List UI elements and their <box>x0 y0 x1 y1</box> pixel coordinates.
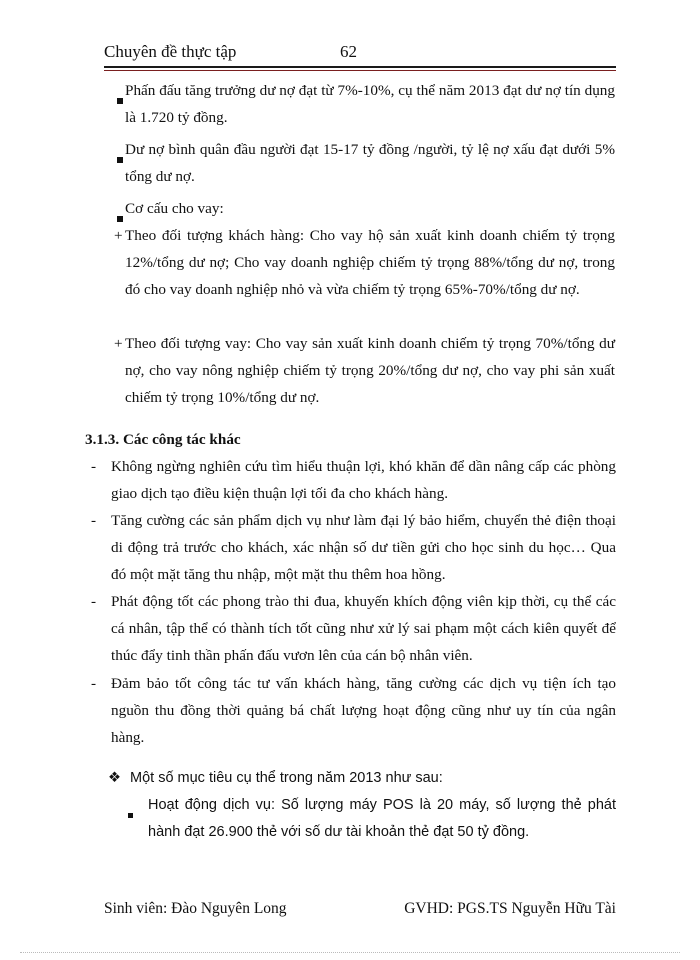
plus-marker: + <box>114 227 123 244</box>
list-item-text: Đảm bảo tốt công tác tư vấn khách hàng, tăng cường các dịch vụ tiện ích tạo nguồn thu đồng thời quảng bá chất lượng hoạt động cũng như uy tín của ngân hàng. <box>111 675 616 746</box>
dash-marker: - <box>91 593 97 610</box>
footer-divider <box>20 952 680 953</box>
dash-marker: - <box>91 675 97 692</box>
footer-advisor: GVHD: PGS.TS Nguyễn Hữu Tài <box>404 900 616 917</box>
list-item <box>125 330 615 411</box>
list-item <box>111 507 616 588</box>
list-item-text: Phát động tốt các phong trào thi đua, khuyến khích động viên kịp thời, cụ thể các cá nhân, tập thể có thành tích tốt cũng như xử lý sai phạm một cách kiên quyết để thúc đẩy tinh thần phấn đấu vươn lên của cán bộ nhân viên. <box>111 593 616 664</box>
list-item <box>111 670 616 751</box>
plus-marker: + <box>114 335 123 352</box>
diamond-bullet-icon: ❖ <box>108 770 121 786</box>
bullet-square-icon <box>128 801 133 828</box>
list-item-text: Cơ cấu cho vay: <box>125 200 224 217</box>
dash-marker: - <box>91 512 97 529</box>
section-heading: 3.1.3. Các công tác khác <box>85 431 241 448</box>
goals-intro-text: Một số mục tiêu cụ thể trong năm 2013 như sau: <box>130 770 443 786</box>
list-item-text: Theo đối tượng khách hàng: Cho vay hộ sản xuất kinh doanh chiếm tỷ trọng 12%/tổng dư nợ; Cho vay doanh nghiệp chiếm tỷ trọng 88%/tổng dư nợ, trong đó cho vay doanh nghiệp nhỏ và vừa chiếm tỷ trọng 65%-70%/tổng dư nợ. <box>125 227 615 298</box>
list-item-text: Tăng cường các sản phẩm dịch vụ như làm đại lý bảo hiểm, chuyển thẻ điện thoại di động trả trước cho khách, xác nhận số dư tiền gửi cho học sinh du học… Qua đó một mặt tăng thu nhập, một mặt thu thêm hoa hồng. <box>111 512 616 583</box>
list-item-text: Dư nợ bình quân đầu người đạt 15-17 tỷ đồng /người, tỷ lệ nợ xấu đạt dưới 5% tổng dư nợ. <box>125 141 615 185</box>
list-item-text: Theo đối tượng vay: Cho vay sản xuất kinh doanh chiếm tỷ trọng 70%/tổng dư nợ, cho vay nông nghiệp chiếm tỷ trọng 20%/tổng dư nợ, cho vay phi sản xuất chiếm tỷ trọng 10%/tổng dư nợ. <box>125 335 615 406</box>
list-item-text: Không ngừng nghiên cứu tìm hiểu thuận lợi, khó khăn để dần nâng cấp các phòng giao dịch tạo điều kiện thuận lợi tối đa cho khách hàng. <box>111 458 616 502</box>
list-item <box>148 792 616 846</box>
list-item-text: Hoạt động dịch vụ: Số lượng máy POS là 20 máy, số lượng thẻ phát hành đạt 26.900 thẻ với số dư tài khoản thẻ đạt 50 tỷ đồng. <box>148 797 616 840</box>
list-item <box>125 195 615 222</box>
page-number: 62 <box>340 42 357 61</box>
dash-marker: - <box>91 458 97 475</box>
list-item <box>111 453 616 507</box>
list-item <box>125 222 615 303</box>
bullet-square-icon <box>117 145 123 172</box>
list-item-text: Phấn đấu tăng trưởng dư nợ đạt từ 7%-10%, cụ thể năm 2013 đạt dư nợ tín dụng là 1.720 tỷ đồng. <box>125 82 615 126</box>
page-footer <box>104 900 616 924</box>
footer-student: Sinh viên: Đào Nguyên Long <box>104 900 287 917</box>
list-item <box>125 136 615 190</box>
goals-intro <box>130 765 616 792</box>
bullet-square-icon <box>117 86 123 113</box>
list-item <box>111 588 616 669</box>
page-header <box>104 38 616 66</box>
header-title: Chuyên đề thực tập <box>104 42 237 61</box>
list-item <box>125 77 615 131</box>
header-rule-accent <box>104 70 616 71</box>
header-rule <box>104 66 616 68</box>
